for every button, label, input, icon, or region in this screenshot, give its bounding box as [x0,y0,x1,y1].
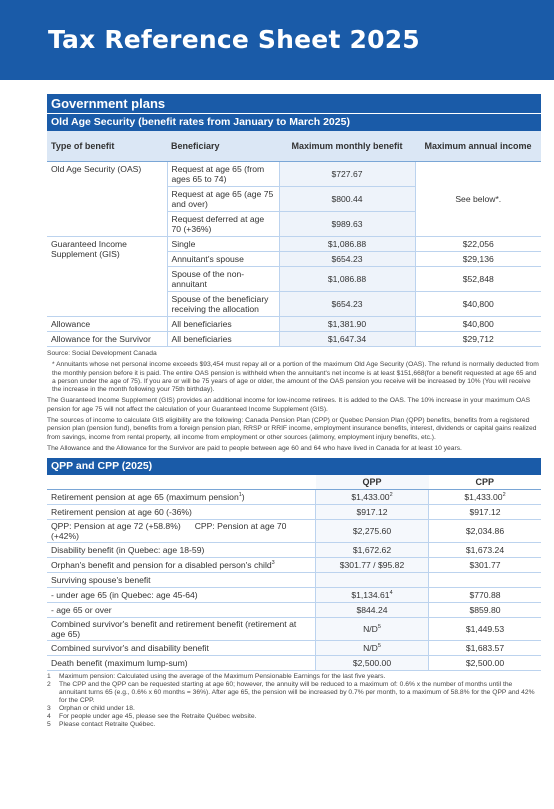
footnote [47,681,541,705]
row-label: Death benefit (maximum lump-sum) [47,656,316,671]
gis-note: The Guaranteed Income Supplement (GIS) provides an additional income for low-income retirees. It is added to the OAS. The 10% increase in your maximum OAS pension for age 75 will not affect the calculation of your Guaranteed Income Supplement (GIS). [47,397,531,413]
qpp-value: $301.77 / $95.82 [316,558,429,573]
type-cell: Allowance for the Survivor [47,332,167,347]
beneficiary-cell: Single [167,237,279,252]
type-cell: Guaranteed Income Supplement (GIS) [47,237,167,317]
table-row [47,162,541,187]
row-label: Combined survivor's and disability benefit [47,641,316,656]
col-type: Type of benefit [47,131,167,162]
annual-income-cell: See below*. [415,162,541,237]
footnote [47,705,541,713]
max-monthly-cell: $1,381.90 [279,317,415,332]
col-beneficiary: Beneficiary [167,131,279,162]
cpp-value: $1,449.53 [429,618,542,641]
footnote-ref: 4 [389,590,393,597]
max-monthly-cell: $654.23 [279,292,415,317]
table-row [47,237,541,252]
table-row [47,641,541,656]
table-row [47,543,541,558]
oas-notes [47,350,541,453]
footnote [47,713,541,721]
max-monthly-cell: $1,086.88 [279,267,415,292]
beneficiary-cell: All beneficiaries [167,317,279,332]
qpp-value: $844.24 [316,603,429,618]
footnote-text: Maximum pension: Calculated using the average of the Maximum Pensionable Earnings for the last five years. [59,673,386,681]
table-row [47,520,541,543]
row-label: Retirement pension at age 60 (-36%) [47,505,316,520]
cpp-value: $770.88 [429,588,542,603]
beneficiary-cell: Spouse of the non-annuitant [167,267,279,292]
footnote-text: The CPP and the QPP can be requested starting at age 60; however, the annuity will be reduced to a maximum of: 0.6% x the number of months until the annuitant turns 65 (e.g., 0.6% x 60 months = 36%). After age 65, the pension will be increased by 0.7% per month, to a maximum of 58.8% for the QPP and 42% for the CPP. [59,681,535,705]
table-row [47,490,541,505]
row-label: Disability benefit (in Quebec: age 18-59) [47,543,316,558]
cpp-value: $2,034.86 [429,520,542,543]
annual-income-cell: $29,136 [415,252,541,267]
col-cpp: CPP [429,475,542,490]
footnote-number: 5 [47,721,51,729]
footnote-text: Orphan or child under 18. [59,705,135,713]
cpp-value: $2,500.00 [429,656,542,671]
footnote-ref: 5 [377,643,381,650]
max-monthly-cell: $1,086.88 [279,237,415,252]
cpp-value: $917.12 [429,505,542,520]
footnote [47,721,541,729]
footnote-ref: 2 [502,492,506,499]
row-label: Combined survivor's benefit and retirement benefit (retirement at age 65) [47,618,316,641]
table-row [47,558,541,573]
annual-income-cell: $40,800 [415,292,541,317]
table-row [47,317,541,332]
oas-table [47,131,541,347]
table-row [47,656,541,671]
beneficiary-cell: All beneficiaries [167,332,279,347]
qpp-section [47,457,541,729]
page-header [0,0,554,80]
page-title: Tax Reference Sheet 2025 [48,25,420,54]
annual-income-cell: $29,712 [415,332,541,347]
footnote-text: Please contact Retraite Québec. [59,721,156,729]
row-label: Orphan's benefit and pension for a disabled person's child [51,560,272,571]
footnote-ref: 1 [238,492,242,499]
section-title-government: Government plans [47,94,541,113]
qpp-table [47,475,541,671]
qpp-value: $917.12 [316,505,429,520]
qpp-value [316,573,429,588]
cpp-value [429,573,542,588]
max-monthly-cell: $1,647.34 [279,332,415,347]
table-row [47,603,541,618]
beneficiary-cell: Request deferred at age 70 (+36%) [167,212,279,237]
footnote-ref: 2 [389,492,393,499]
cpp-value: $1,683.57 [429,641,542,656]
col-max-annual: Maximum annual income [415,131,541,162]
cpp-value: $1,433.00 [464,492,503,503]
footnote-ref: 5 [377,624,381,631]
footnote-number: 1 [47,673,51,681]
footnote [47,673,541,681]
footnote-ref: 3 [271,560,275,567]
beneficiary-cell: Request at age 65 (from ages 65 to 74) [167,162,279,187]
row-label: - age 65 or over [47,603,316,618]
table-row [47,505,541,520]
beneficiary-cell: Spouse of the beneficiary receiving the allocation [167,292,279,317]
max-monthly-cell: $654.23 [279,252,415,267]
qpp-table-title: QPP and CPP (2025) [47,457,541,475]
qpp-footnotes [47,673,541,729]
type-cell: Allowance [47,317,167,332]
qpp-header-row [47,475,541,490]
qpp-value: $2,275.60 [316,520,429,543]
row-label: Surviving spouse's benefit [47,573,316,588]
type-cell: Old Age Security (OAS) [47,162,167,237]
allowance-note: The Allowance and the Allowance for the Survivor are paid to people between age 60 and 64 who have lived in Canada for at least 10 years. [47,444,462,452]
qpp-value: $1,433.00 [351,492,390,503]
qpp-value: $1,672.62 [316,543,429,558]
table-row [47,588,541,603]
income-sources-note: The sources of income to calculate GIS eligibility are the following: Canada Pension Plan (CPP) or Quebec Pension Plan (QPP) benefits, benefits from a registered pension plan (pension fund), benefits from a foreign pension plan, RRSP or RRIF income, employment insurance benefits, interest, dividends or capital gains realized from savings, income from rental property, all income from employment or other sources (alimony, employment injury benefits, etc.). [47,417,537,441]
footnote-number: 2 [47,681,51,689]
max-monthly-cell: $989.63 [279,212,415,237]
footnote-number: 4 [47,713,51,721]
qpp-value: N/D [363,624,378,635]
cpp-value: $1,673.24 [429,543,542,558]
row-label: QPP: Pension at age 72 (+58.8%) [51,521,181,532]
beneficiary-cell: Annuitant's spouse [167,252,279,267]
qpp-value: N/D [363,643,378,654]
cpp-value: $859.80 [429,603,542,618]
annual-income-cell: $40,800 [415,317,541,332]
annual-income-cell: $22,056 [415,237,541,252]
table-row [47,332,541,347]
cpp-value: $301.77 [429,558,542,573]
max-monthly-cell: $727.67 [279,162,415,187]
annuitant-note: * Annuitants whose net personal income exceeds $93,454 must repay all or a portion of the maximum Old Age Security (OAS). The refund is normally deducted from the monthly pension before it is paid. The entire OAS pension is withheld when the annuitant's net income is at least $151,668(for a benefit requested at age 65 and a person under the age of 75). If you are or will be 75 years of age or older, the amount of the OAS pension you receive will be increased by 10% (You will receive the increase in the month following your 75th birthday). [52,361,539,394]
content [47,94,541,729]
row-label: - under age 65 (in Quebec: age 45-64) [47,588,316,603]
annual-income-cell: $52,848 [415,267,541,292]
source-note: Source: Social Development Canada [47,350,157,357]
beneficiary-cell: Request at age 65 (age 75 and over) [167,187,279,212]
row-label-end: ) [241,492,245,503]
row-label-cpp: CPP: Pension at age 70 (+42%) [51,521,287,542]
row-label: Retirement pension at age 65 (maximum pension [51,492,239,503]
col-max-monthly: Maximum monthly benefit [279,131,415,162]
table-row [47,618,541,641]
footnote-number: 3 [47,705,51,713]
max-monthly-cell: $800.44 [279,187,415,212]
oas-header-row [47,131,541,162]
oas-table-title: Old Age Security (benefit rates from January to March 2025) [47,113,541,131]
footnote-text: For people under age 45, please see the Retraite Québec website. [59,713,257,721]
qpp-value: $2,500.00 [316,656,429,671]
col-qpp: QPP [316,475,429,490]
qpp-value: $1,134.61 [351,590,390,601]
table-row [47,573,541,588]
